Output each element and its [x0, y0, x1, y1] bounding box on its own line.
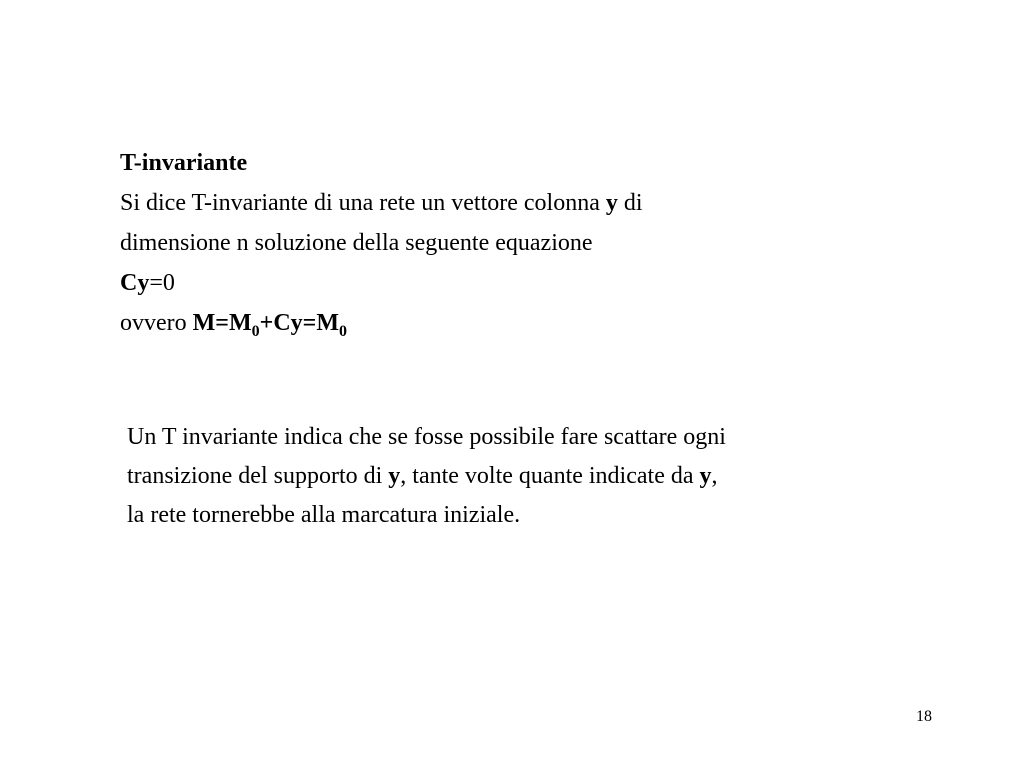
definition-line-1: Si dice T-invariante di una rete un vettore colonna y di: [120, 190, 643, 216]
page-number: 18: [916, 708, 932, 725]
explanation-line-1: Un T invariante indica che se fosse possibile fare scattare ogni: [127, 424, 726, 450]
explanation-line-3: la rete tornerebbe alla marcatura iniziale.: [127, 502, 521, 528]
explanation-line-2: transizione del supporto di y, tante volte quante indicate da y,: [127, 463, 718, 489]
equation-marking: ovvero $M=M_0+Cy=M_0$: [120, 310, 347, 340]
explanation-block: [127, 418, 1007, 535]
definition-line-2: dimensione n soluzione della seguente equazione: [120, 230, 593, 256]
equation-cy: Cy=0: [120, 270, 175, 296]
definition-block: [120, 143, 940, 343]
slide-heading: T-invariante: [120, 150, 248, 176]
